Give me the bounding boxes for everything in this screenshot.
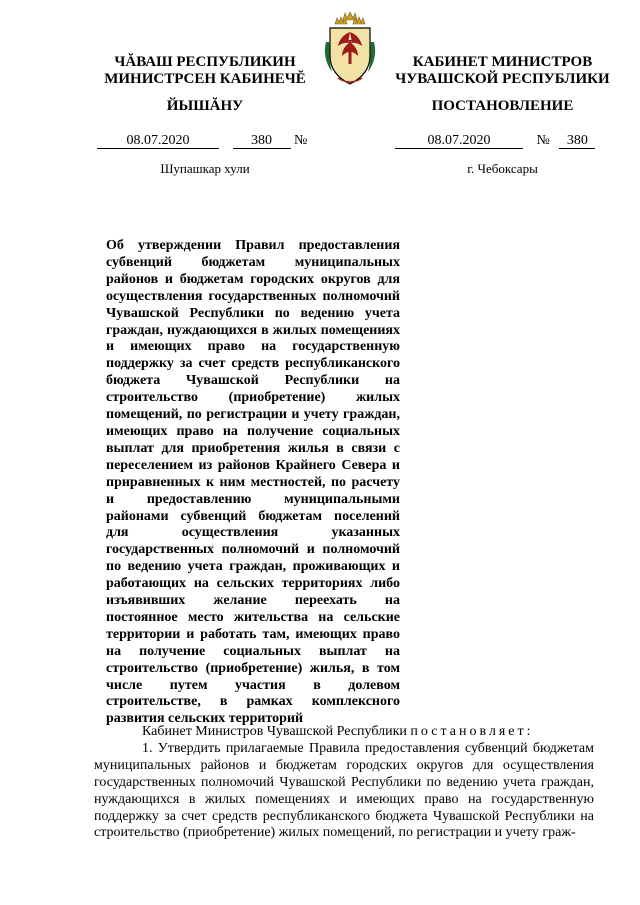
body-item-1: 1. Утвердить прилагаемые Правила предоставления субвенций бюджетам муниципальных районов и бюджетам городских округов для осуществления государственных полномочий Чувашской Республики по ведению учета граждан, нуждающихся в жилых помещениях и имеющих право на государственную поддержку за счет средств республиканского бюджета Чувашской Республики на строительство (приобретение) жилых помещений, по регистрации и учету граж- bbox=[94, 740, 594, 841]
registration-right-date: 08.07.2020 bbox=[395, 134, 523, 149]
header-left bbox=[100, 54, 310, 88]
act-type-left: ЙЫШĂНУ bbox=[166, 98, 244, 114]
body-intro-paragraph bbox=[94, 724, 594, 741]
body-intro: Кабинет Министров Чувашской Республики bbox=[142, 724, 407, 739]
header-right-line1: КАБИНЕТ МИНИСТРОВ bbox=[412, 54, 593, 70]
act-type-right: ПОСТАНОВЛЕНИЕ bbox=[431, 98, 574, 114]
registration-left-number-sign: № bbox=[294, 133, 308, 148]
document-title: Об утверждении Правил предоставления субвенций бюджетам муниципальных районов и бюджетам городских округов для осуществления государственных полномочий Чувашской Республики по ведению учета граждан, нуждающихся в жилых помещениях и имеющих право на государственную поддержку за счет средств республиканского бюджета Чувашской Республики на строительство (приобретение) жилых помещений, по регистрации и учету граждан, имеющих право на получение социальных выплат для приобретения жилья в связи с переселением из районов Крайнего Севера и приравненных к ним местностей, по расчету и предоставлению муниципальными районами субвенций бюджетам поселений для осуществления указанных государственных полномочий и полномочий по ведению учета граждан, проживающих и работающих на сельских территориях либо изъявивших желание переехать на постоянное место жительства на сельские территории и работать там, имеющих право на получение социальных выплат на строительство (приобретение) жилья, в том числе путем участия в долевом строительстве, в рамках комплексного развития сельских территорий bbox=[106, 238, 400, 727]
registration-right bbox=[395, 133, 595, 149]
header-right bbox=[395, 54, 610, 88]
header-left-line1: ЧĂВАШ РЕСПУБЛИКИН bbox=[114, 54, 296, 70]
registration-right-number: 380 bbox=[559, 134, 595, 149]
place-right: г. Чебоксары bbox=[467, 161, 538, 176]
header-right-line2: ЧУВАШСКОЙ РЕСПУБЛИКИ bbox=[395, 71, 610, 87]
registration-left-number: 380 bbox=[233, 134, 291, 149]
header-left-line2: МИНИСТРСЕН КАБИНЕЧĔ bbox=[104, 71, 306, 87]
document-body bbox=[94, 724, 594, 842]
registration-left bbox=[97, 133, 307, 149]
chuvash-coat-of-arms-icon bbox=[318, 12, 382, 92]
place-left: Шупашкар хули bbox=[160, 161, 250, 176]
registration-right-number-sign: № bbox=[536, 133, 550, 148]
body-decree-word: постановляет: bbox=[410, 724, 534, 739]
registration-left-date: 08.07.2020 bbox=[97, 134, 219, 149]
